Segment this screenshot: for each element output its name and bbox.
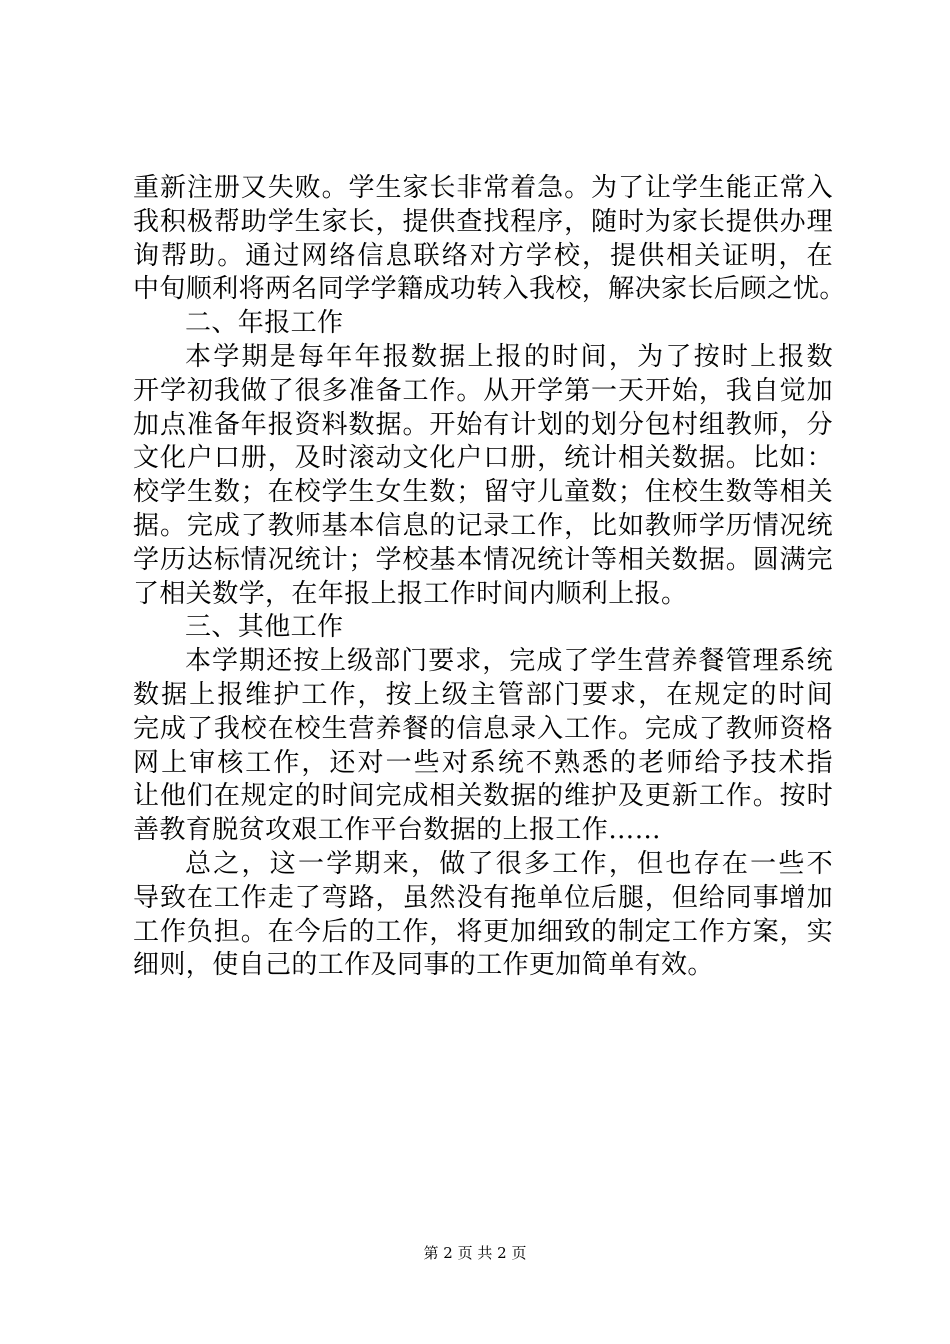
text-line: 工作负担。在今后的工作，将更加细致的制定工作方案，实 (133, 916, 833, 947)
document-body (133, 172, 846, 983)
text-line: 文化户口册，及时滚动文化户口册，统计相关数据。比如： (133, 443, 833, 474)
text-line: 本学期是每年年报数据上报的时间，为了按时上报数 (185, 341, 833, 372)
text-line: 导致在工作走了弯路，虽然没有拖单位后腿，但给同事增加 (133, 882, 833, 913)
text-line: 完成了我校在校生营养餐的信息录入工作。完成了教师资格 (133, 713, 833, 744)
text-line: 善教育脱贫攻艰工作平台数据的上报工作…… (133, 815, 662, 846)
text-line: 重新注册又失败。学生家长非常着急。为了让学生能正常入 (133, 173, 833, 203)
text-line: 询帮助。通过网络信息联络对方学校，提供相关证明，在 (133, 240, 833, 271)
text-line: 细则，使自己的工作及同事的工作更加简单有效。 (133, 950, 714, 981)
text-line: 中旬顺利将两名同学学籍成功转入我校，解决家长后顾之忧。 (133, 274, 846, 305)
text-line: 三、其他工作 (185, 612, 344, 643)
page-footer: 第 2 页 共 2 页 (423, 1244, 527, 1262)
text-line: 数据上报维护工作，按上级主管部门要求，在规定的时间 (133, 679, 833, 710)
text-line: 据。完成了教师基本信息的记录工作，比如教师学历情况统 (133, 510, 833, 541)
text-line: 网上审核工作，还对一些对系统不熟悉的老师给予技术指 (133, 747, 833, 778)
text-line: 开学初我做了很多准备工作。从开学第一天开始，我自觉加 (133, 375, 833, 406)
text-line: 加点准备年报资料数据。开始有计划的划分包村组教师，分 (133, 409, 833, 440)
text-line: 二、年报工作 (185, 308, 344, 339)
text-line: 本学期还按上级部门要求，完成了学生营养餐管理系统 (185, 646, 833, 677)
text-line: 学历达标情况统计；学校基本情况统计等相关数据。圆满完 (133, 544, 833, 575)
text-line: 总之，这一学期来，做了很多工作，但也存在一些不 (185, 848, 833, 879)
text-line: 了相关数学，在年报上报工作时间内顺利上报。 (133, 578, 688, 609)
text-line: 让他们在规定的时间完成相关数据的维护及更新工作。按时 (133, 781, 833, 812)
text-line: 校学生数；在校学生女生数；留守儿童数；住校生数等相关 (133, 477, 833, 508)
text-line: 我积极帮助学生家长，提供查找程序，随时为家长提供办理 (133, 206, 833, 237)
